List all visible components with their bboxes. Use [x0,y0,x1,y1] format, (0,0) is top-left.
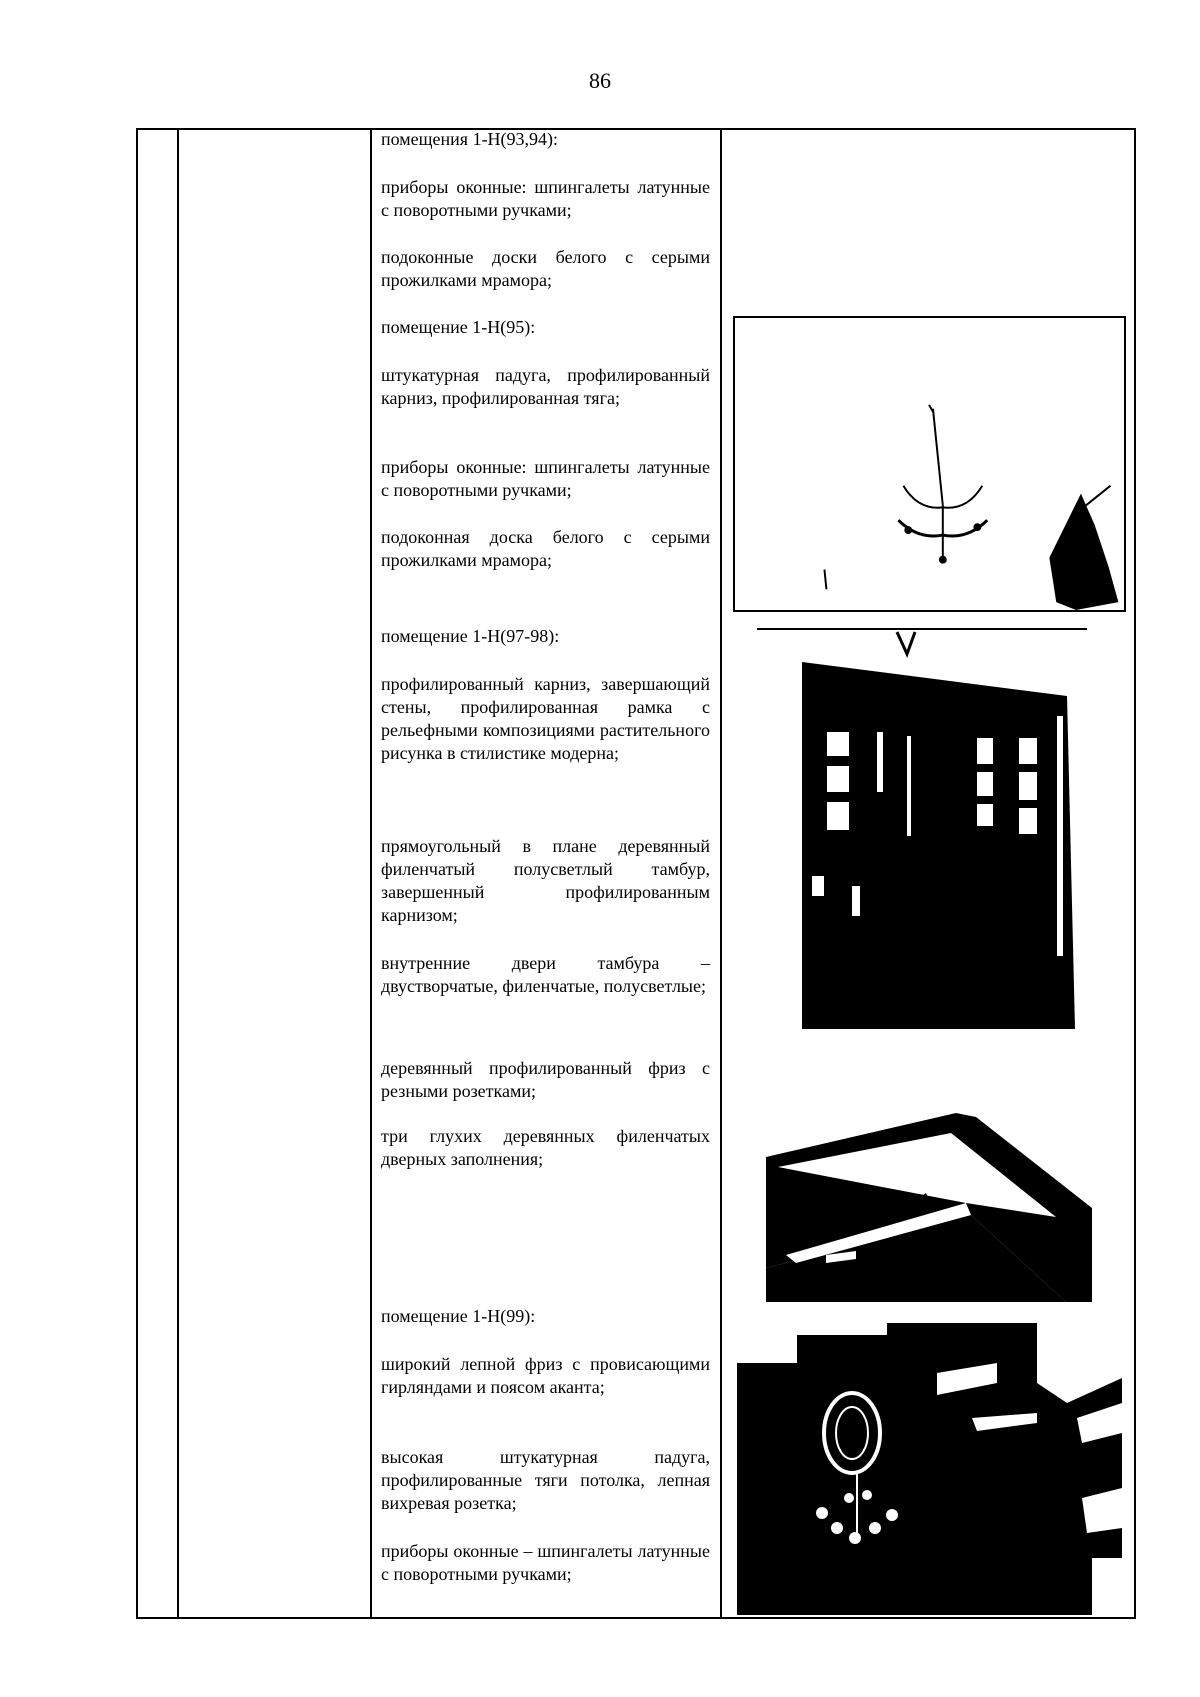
description-item: приборы оконные – шпингалеты латунные с поворотными ручками; [381,1541,710,1584]
ceiling-illustration [737,1323,1122,1615]
description-item: профилированный карниз, завершающий стены, профилированная рамка с рельефными композициями растительного рисунка в стилистике модерна; [381,674,710,763]
photo-ceiling-room-99 [737,1323,1122,1615]
description-item: штукатурная падуга, профилированный карниз, профилированная тяга; [381,365,710,408]
photo-chandelier-room-95 [733,316,1126,612]
column-divider-3 [720,128,722,1619]
description-item: высокая штукатурная падуга, профилированные тяги потолка, лепная вихревая розетка; [381,1447,710,1513]
photo-frieze-corner [766,1105,1092,1302]
page-number: 86 [589,68,611,93]
room-heading-95: помещение 1-Н(95): [381,317,536,337]
description-item: приборы оконные: шпингалеты латунные с поворотными ручками; [381,177,710,220]
tambour-illustration [757,626,1087,1029]
description-item: внутренние двери тамбура – двустворчатые, филенчатые, полусветлые; [381,953,710,996]
photo-tambour-room-97-98 [757,626,1087,1029]
frieze-illustration [766,1105,1092,1302]
chandelier-illustration [735,318,1124,610]
description-item: подоконная доска белого с серыми прожилками мрамора; [381,527,710,570]
description-item: деревянный профилированный фриз с резными розетками; [381,1058,710,1101]
room-heading-97-98: помещение 1-Н(97-98): [381,626,560,646]
room-heading-93-94: помещения 1-Н(93,94): [381,129,559,149]
column-divider-1 [177,128,179,1619]
column-divider-2 [370,128,372,1619]
description-item: три глухих деревянных филенчатых дверных заполнения; [381,1126,710,1169]
description-item: прямоугольный в плане деревянный филенчатый полусветлый тамбур, завершенный профилированным карнизом; [381,836,710,925]
room-heading-99: помещение 1-Н(99): [381,1306,536,1326]
description-item: подоконные доски белого с серыми прожилками мрамора; [381,247,710,290]
description-item: приборы оконные: шпингалеты латунные с поворотными ручками; [381,457,710,500]
description-item: широкий лепной фриз с провисающими гирляндами и поясом аканта; [381,1354,710,1397]
